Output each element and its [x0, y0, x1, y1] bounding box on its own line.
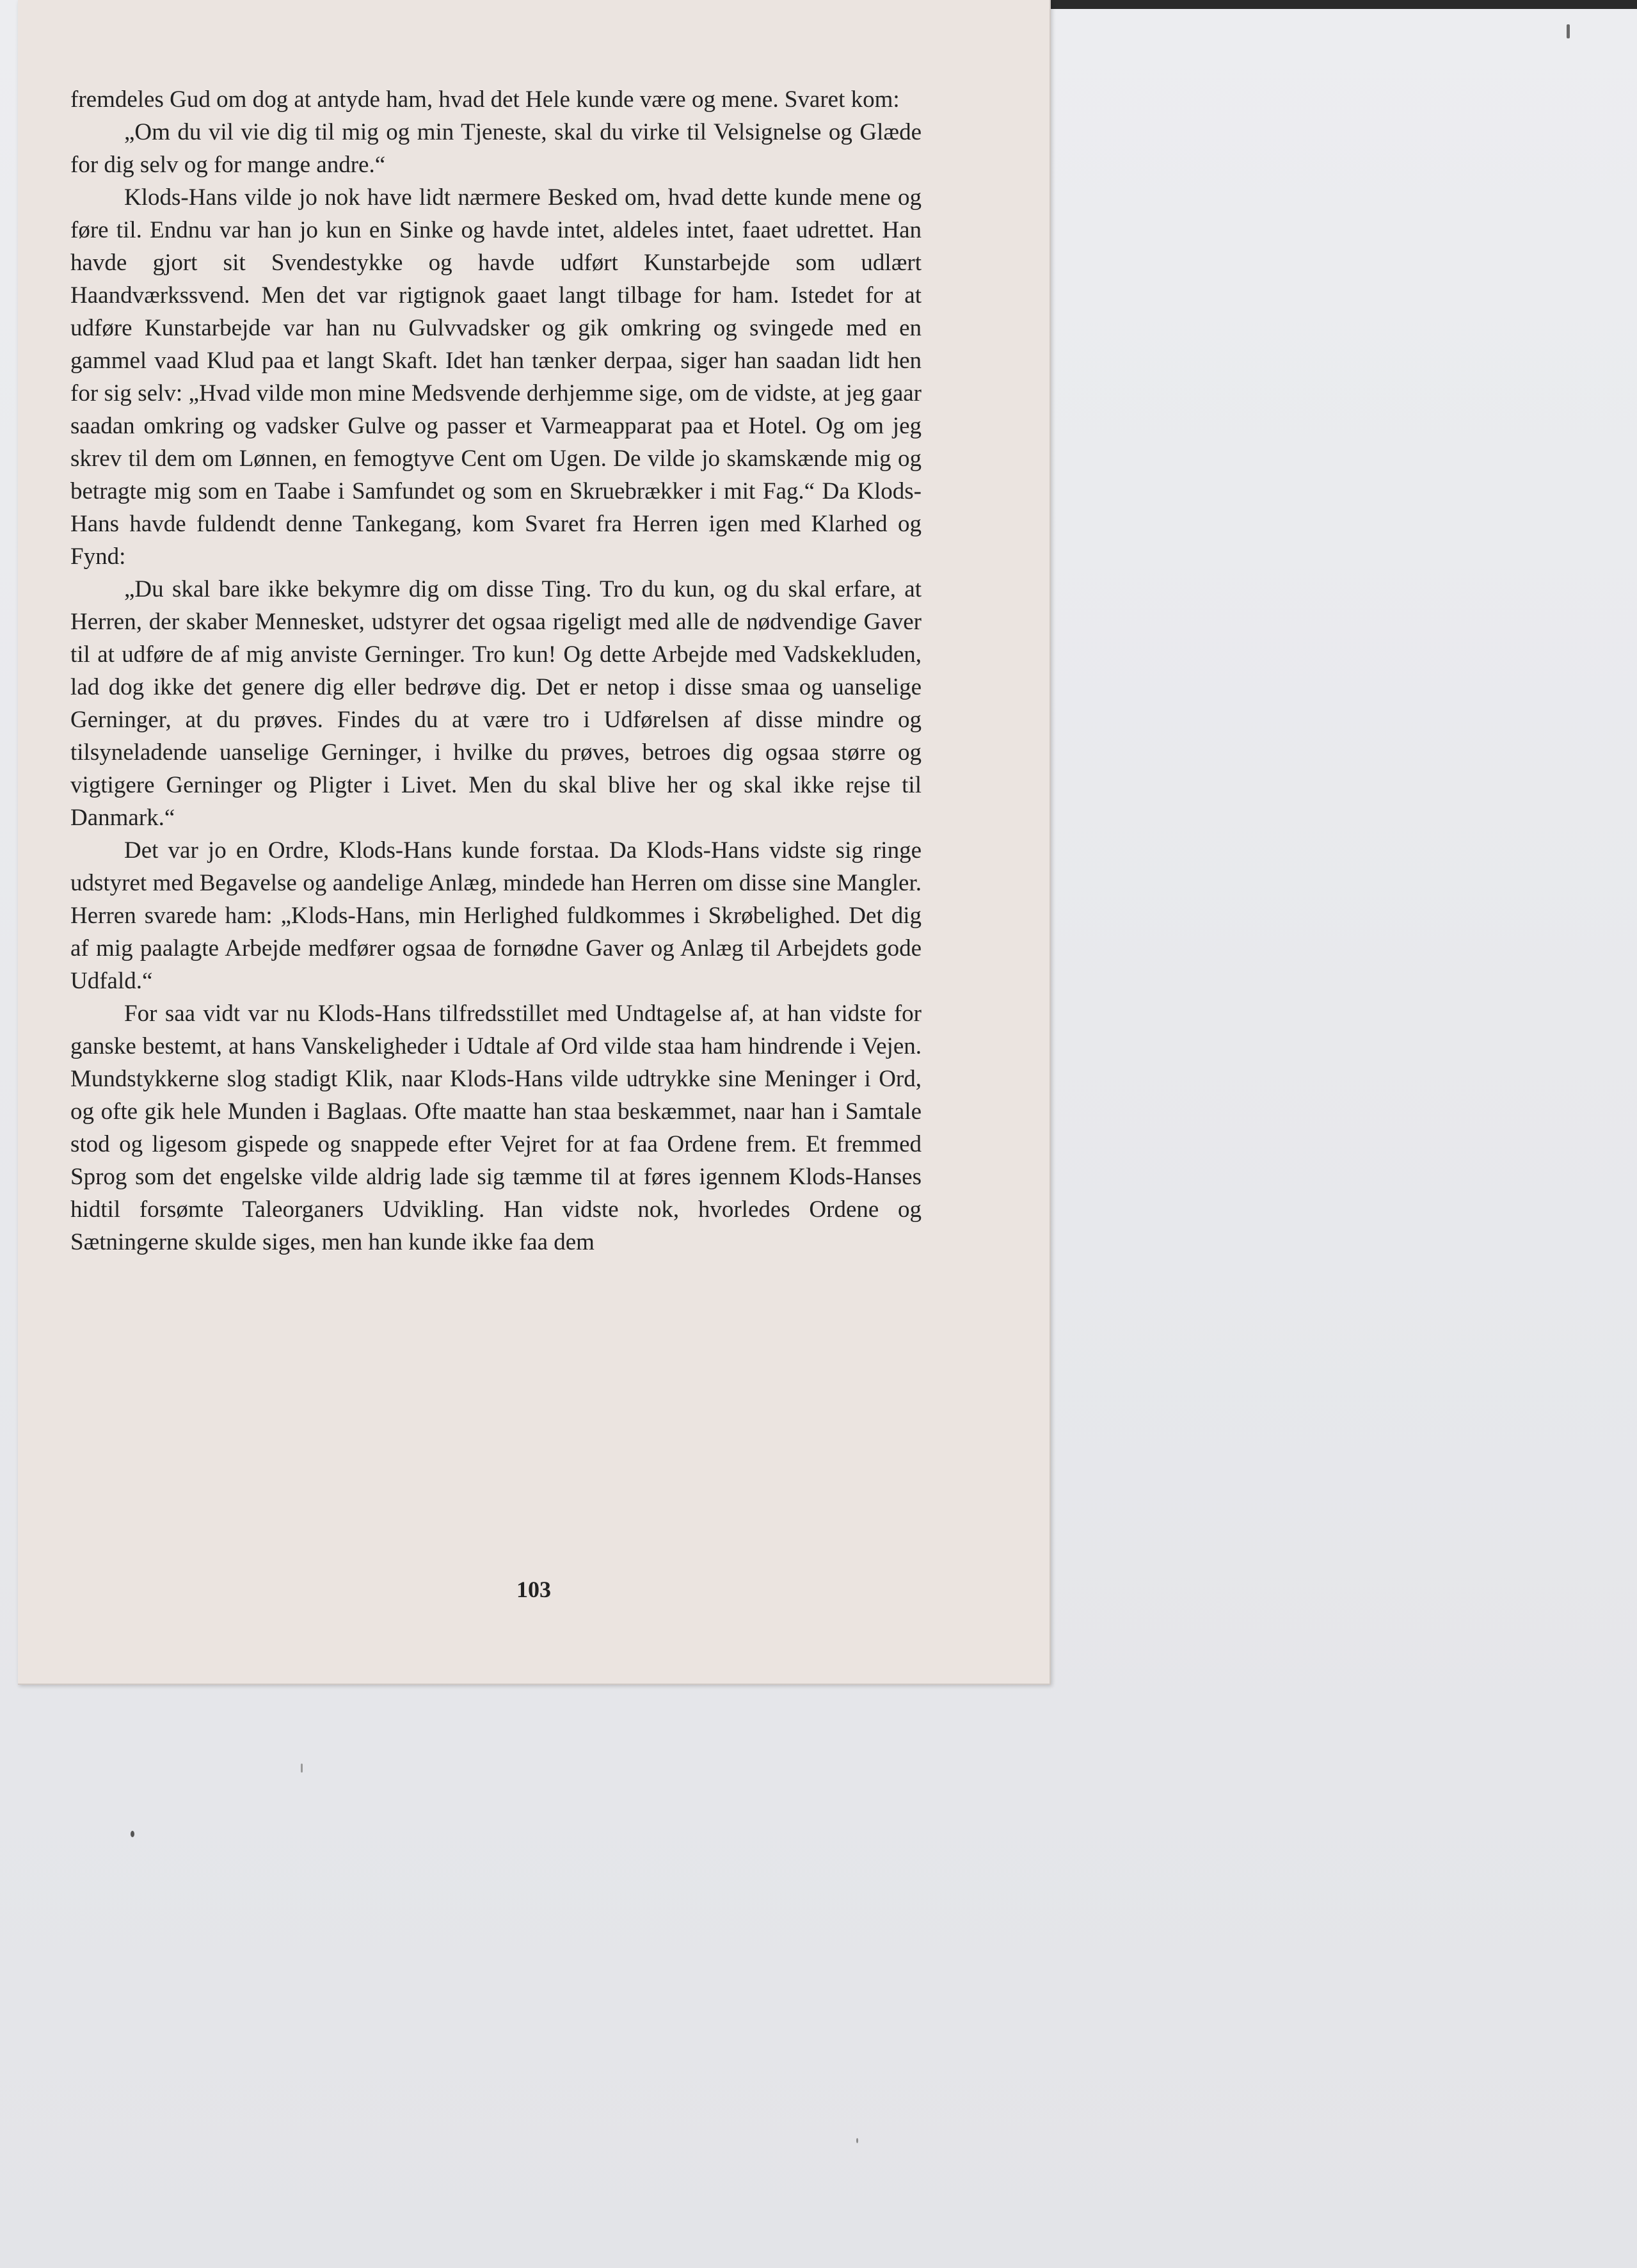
- dust-speck: [301, 1764, 303, 1773]
- dust-speck: [1567, 24, 1570, 38]
- book-page: [18, 0, 1051, 1685]
- scan-edge-strip: [1043, 0, 1637, 9]
- paragraph-4: „Du skal bare ikke bekymre dig om disse Ting. Tro du kun, og du skal erfare, at Herren, der skaber Mennesket, udstyrer det ogsaa rigeligt med alle de nødvendige Gaver til at udføre de af mig anviste Gerninger. Tro kun! Og dette Arbejde med Vadskekluden, lad dog ikke det genere dig eller bedrøve dig. Det er netop i disse smaa og uanselige Gerninger, at du prøves. Findes du at være tro i Udførelsen af disse mindre og tilsyneladende uanselige Gerninger, i hvilke du prøves, betroes dig ogsaa større og vigtigere Gerninger og Pligter i Livet. Men du skal blive her og skal ikke rejse til Danmark.“: [70, 576, 922, 831]
- paragraph-5: Det var jo en Ordre, Klods-Hans kunde forstaa. Da Klods-Hans vidste sig ringe udstyret med Begavelse og aandelige Anlæg, mindede han Herren om disse sine Mangler. Herren svarede ham: „Klods-Hans, min Herlighed fuldkommes i Skrøbelighed. Det dig af mig paalagte Arbejde medfører ogsaa de fornødne Gaver og Anlæg til Arbejdets gode Udfald.“: [70, 837, 922, 994]
- paragraph-2: „Om du vil vie dig til mig og min Tjeneste, skal du virke til Velsignelse og Glæde for dig selv og for mange andre.“: [70, 119, 922, 178]
- paragraph-1: fremdeles Gud om dog at antyde ham, hvad det Hele kunde være og mene. Svaret kom:: [70, 86, 900, 113]
- dust-speck: [131, 1831, 134, 1837]
- page-body-text: [70, 83, 922, 1259]
- paragraph-3: Klods-Hans vilde jo nok have lidt nærmere Besked om, hvad dette kunde mene og føre til. Endnu var han jo kun en Sinke og havde intet, aldeles intet, faaet udrettet. Han havde gjort sit Svendestykke og havde udført Kunstarbejde som udlært Haandværkssvend. Men det var rigtignok gaaet langt tilbage for ham. Istedet for at udføre Kunstarbejde var han nu Gulvvadsker og gik omkring og svingede med en gammel vaad Klud paa et langt Skaft. Idet han tænker derpaa, siger han saadan lidt hen for sig selv: „Hvad vilde mon mine Medsvende derhjemme sige, om de vidste, at jeg gaar saadan omkring og vadsker Gulve og passer et Varmeapparat paa et Hotel. Og om jeg skrev til dem om Lønnen, en femogtyve Cent om Ugen. De vilde jo skamskænde mig og betragte mig som en Taabe i Samfundet og som en Skruebrækker i mit Fag.“ Da Klods-Hans havde fuldendt denne Tankegang, kom Svaret fra Herren igen med Klarhed og Fynd:: [70, 184, 922, 570]
- dust-speck: [856, 2138, 858, 2143]
- page-number: 103: [516, 1577, 551, 1602]
- paragraph-6: For saa vidt var nu Klods-Hans tilfredsstillet med Undtagelse af, at han vidste for ganske bestemt, at hans Vanskeligheder i Udtale af Ord vilde staa ham hindrende i Vejen. Mundstykkerne slog stadigt Klik, naar Klods-Hans vilde udtrykke sine Meninger i Ord, og ofte gik hele Munden i Baglaas. Ofte maatte han staa beskæmmet, naar han i Samtale stod og ligesom gispede og snappede efter Vejret for at faa Ordene frem. Et fremmed Sprog som det engelske vilde aldrig lade sig tæmme til at føres igennem Klods-Hanses hidtil forsømte Taleorganers Udvikling. Han vidste nok, hvorledes Ordene og Sætningerne skulde siges, men han kunde ikke faa dem: [70, 1001, 922, 1255]
